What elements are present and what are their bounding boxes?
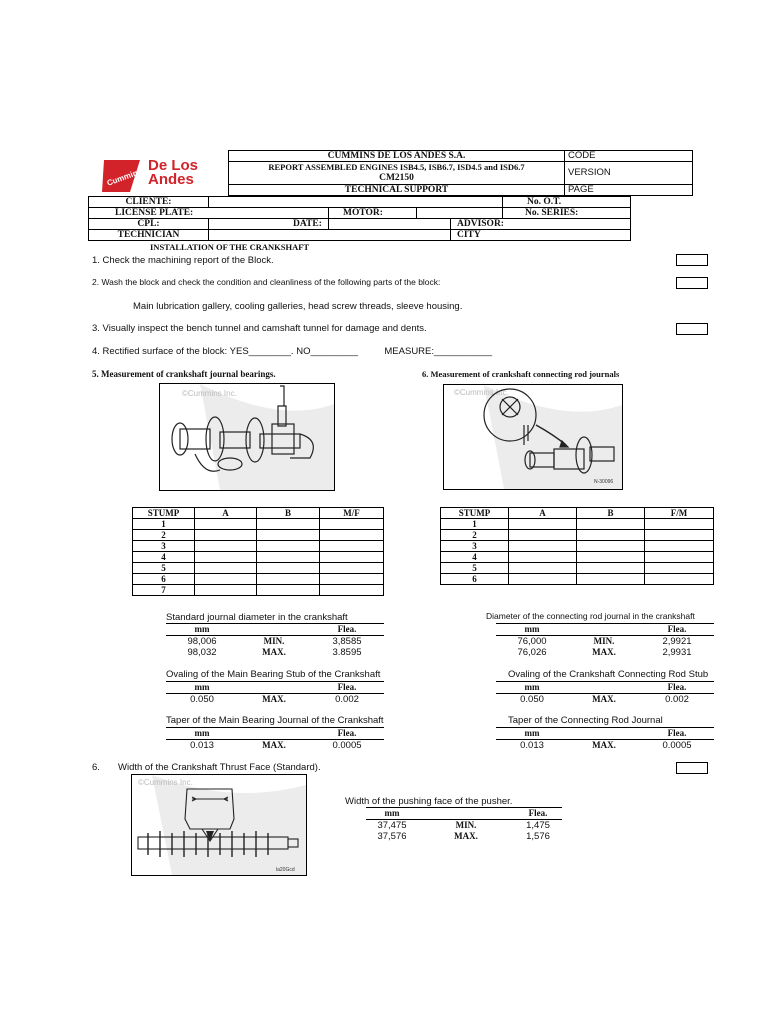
version-label: VERSION bbox=[565, 162, 693, 185]
cell-input[interactable] bbox=[320, 574, 384, 585]
spec-mm: 0.013 bbox=[520, 740, 544, 751]
spec-mm: 0.013 bbox=[190, 740, 214, 751]
cell-input[interactable] bbox=[320, 519, 384, 530]
table-row bbox=[496, 647, 714, 658]
spec-mm-header: mm bbox=[496, 624, 568, 636]
cliente-label: CLIENTE: bbox=[89, 197, 209, 208]
step-2-checkbox[interactable] bbox=[676, 277, 708, 289]
cell-input[interactable] bbox=[257, 519, 320, 530]
stump-number: 4 bbox=[133, 552, 195, 563]
spec-flea-header: Flea. bbox=[640, 682, 714, 694]
cell-input[interactable] bbox=[257, 530, 320, 541]
spec-mm: 37,576 bbox=[377, 831, 407, 842]
spec-mm-header: mm bbox=[166, 682, 238, 694]
fig3-watermark: ©Cummins Inc. bbox=[138, 778, 193, 787]
spec-mm: 76,000 bbox=[517, 636, 547, 647]
step-3: 3. Visually inspect the bench tunnel and camshaft tunnel for damage and dents. bbox=[92, 323, 427, 334]
spec-mm: 37,475 bbox=[377, 820, 407, 831]
company-logo bbox=[100, 156, 210, 196]
cell-input[interactable] bbox=[257, 585, 320, 596]
table-row bbox=[133, 530, 384, 541]
spec-rod-diam-table bbox=[496, 623, 714, 658]
report-line: REPORT ASSEMBLED ENGINES ISB4.5, ISB6.7, ISD4.5 and ISD6.7 bbox=[268, 162, 525, 172]
table-row bbox=[133, 519, 384, 530]
cell-input[interactable] bbox=[257, 574, 320, 585]
series-label: No. SERIES: bbox=[503, 208, 631, 219]
city-label: CITY bbox=[451, 230, 631, 241]
header-table bbox=[228, 150, 693, 196]
logo-icon-text: Cummins bbox=[105, 166, 144, 188]
cell-input[interactable] bbox=[195, 519, 257, 530]
spec-limit: MAX. bbox=[262, 694, 286, 704]
step-6b: Width of the Crankshaft Thrust Face (Standard). bbox=[118, 762, 321, 773]
figure-journal-bearing bbox=[159, 383, 335, 491]
fig2-code: N-30096 bbox=[594, 479, 614, 485]
spec-flea-header: Flea. bbox=[310, 624, 384, 636]
section-title: INSTALLATION OF THE CRANKSHAFT bbox=[150, 242, 310, 252]
stump-number: 2 bbox=[133, 530, 195, 541]
figure-rod-journal bbox=[443, 384, 623, 490]
rod-col-fm: F/M bbox=[645, 508, 714, 519]
table-row bbox=[496, 740, 714, 752]
spec-main-diam-table bbox=[166, 623, 384, 658]
stump-number: 3 bbox=[133, 541, 195, 552]
step-6a: 6. Measurement of crankshaft connecting rod journals bbox=[422, 369, 620, 379]
report-model: CM2150 bbox=[379, 173, 414, 183]
motor-label: MOTOR: bbox=[329, 208, 417, 219]
step-3-checkbox[interactable] bbox=[676, 323, 708, 335]
spec-mm-header: mm bbox=[166, 728, 238, 740]
spec-main-oval-table bbox=[166, 681, 384, 705]
spec-rod-diam-title: Diameter of the connecting rod journal in the crankshaft bbox=[486, 611, 695, 621]
table-row bbox=[133, 552, 384, 563]
cell-input[interactable] bbox=[195, 574, 257, 585]
cliente-field[interactable] bbox=[209, 197, 503, 208]
spec-mm-header: mm bbox=[166, 624, 238, 636]
figure-thrust-face bbox=[131, 774, 307, 876]
cell-input[interactable] bbox=[577, 530, 645, 541]
spec-mm-header: mm bbox=[496, 682, 568, 694]
table-row bbox=[133, 563, 384, 574]
spec-flea: 3.8595 bbox=[332, 647, 362, 658]
step-4: 4. Rectified surface of the block: YES________. NO_________ MEASURE:___________ bbox=[92, 346, 493, 357]
table-row bbox=[441, 574, 714, 585]
table-row bbox=[166, 647, 384, 658]
spec-main-taper-title: Taper of the Main Bearing Journal of the Crankshaft bbox=[166, 715, 384, 726]
spec-flea: 1,475 bbox=[526, 820, 550, 831]
cell-input[interactable] bbox=[195, 585, 257, 596]
cell-input[interactable] bbox=[195, 541, 257, 552]
cell-input[interactable] bbox=[509, 552, 577, 563]
rod-col-stump: STUMP bbox=[441, 508, 509, 519]
spec-flea-header: Flea. bbox=[514, 808, 562, 820]
stump-number: 2 bbox=[441, 530, 509, 541]
ot-label: No. O.T. bbox=[503, 197, 631, 208]
cell-input[interactable] bbox=[195, 530, 257, 541]
spec-flea-header: Flea. bbox=[640, 728, 714, 740]
spec-flea: 2,9921 bbox=[662, 636, 692, 647]
motor-field[interactable] bbox=[417, 208, 503, 219]
cell-input[interactable] bbox=[645, 574, 714, 585]
stump-number: 4 bbox=[441, 552, 509, 563]
spec-limit: MAX. bbox=[454, 831, 478, 841]
cell-input[interactable] bbox=[509, 563, 577, 574]
cell-input[interactable] bbox=[645, 530, 714, 541]
cell-input[interactable] bbox=[320, 541, 384, 552]
spec-mm: 0.050 bbox=[520, 694, 544, 705]
step-5: 5. Measurement of crankshaft journal bearings. bbox=[92, 369, 276, 379]
spec-flea: 3,8585 bbox=[332, 636, 362, 647]
table-row bbox=[166, 694, 384, 706]
cell-input[interactable] bbox=[645, 552, 714, 563]
stump-number: 5 bbox=[133, 563, 195, 574]
table-row bbox=[441, 563, 714, 574]
cell-input[interactable] bbox=[509, 519, 577, 530]
table-row bbox=[441, 541, 714, 552]
step-2-detail: Main lubrication gallery, cooling galleries, head screw threads, sleeve housing. bbox=[133, 301, 463, 312]
spec-rod-taper-table bbox=[496, 727, 714, 751]
department: TECHNICAL SUPPORT bbox=[229, 185, 565, 196]
spec-limit: MIN. bbox=[263, 636, 285, 646]
step-6b-checkbox[interactable] bbox=[676, 762, 708, 774]
cell-input[interactable] bbox=[577, 563, 645, 574]
table-row bbox=[441, 552, 714, 563]
cell-input[interactable] bbox=[320, 563, 384, 574]
rod-col-b: B bbox=[577, 508, 645, 519]
main-bearing-table bbox=[132, 507, 384, 596]
spec-pusher-table bbox=[366, 807, 562, 842]
stump-number: 7 bbox=[133, 585, 195, 596]
logo-text-line2: Andes bbox=[148, 171, 194, 188]
step-1: 1. Check the machining report of the Block. bbox=[92, 255, 274, 266]
spec-limit: MAX. bbox=[592, 694, 616, 704]
code-label: CODE bbox=[565, 151, 693, 162]
spec-rod-taper-title: Taper of the Connecting Rod Journal bbox=[508, 715, 663, 726]
fig3-code: la20Gcd bbox=[276, 867, 295, 873]
company-name: CUMMINS DE LOS ANDES S.A. bbox=[229, 151, 565, 162]
spec-main-diam-title: Standard journal diameter in the crankshaft bbox=[166, 612, 348, 623]
step-1-checkbox[interactable] bbox=[676, 254, 708, 266]
spec-rod-oval-table bbox=[496, 681, 714, 705]
cell-input[interactable] bbox=[320, 530, 384, 541]
cell-input[interactable] bbox=[577, 552, 645, 563]
spec-flea: 2,9931 bbox=[662, 647, 692, 658]
step-2: 2. Wash the block and check the condition and cleanliness of the following parts of the block: bbox=[92, 277, 441, 287]
cell-input[interactable] bbox=[577, 541, 645, 552]
table-row bbox=[133, 585, 384, 596]
spec-limit: MIN. bbox=[455, 820, 477, 830]
spec-limit: MAX. bbox=[592, 740, 616, 750]
report-title bbox=[229, 162, 565, 185]
date-label: DATE: bbox=[209, 219, 329, 230]
fig2-watermark: ©Cummins Inc. bbox=[454, 388, 509, 397]
spec-mm-header: mm bbox=[496, 728, 568, 740]
spec-flea: 0.002 bbox=[335, 694, 359, 705]
technician-field[interactable] bbox=[209, 230, 451, 241]
rod-journal-table bbox=[440, 507, 714, 585]
cell-input[interactable] bbox=[195, 552, 257, 563]
cell-input[interactable] bbox=[645, 519, 714, 530]
table-row bbox=[441, 530, 714, 541]
spec-main-taper-table bbox=[166, 727, 384, 751]
spec-limit: MAX. bbox=[262, 647, 286, 657]
spec-rod-oval-title: Ovaling of the Crankshaft Connecting Rod Stub bbox=[508, 669, 709, 680]
table-row bbox=[441, 519, 714, 530]
cell-input[interactable] bbox=[257, 552, 320, 563]
cell-input[interactable] bbox=[320, 552, 384, 563]
advisor-label: ADVISOR: bbox=[451, 219, 631, 230]
step-6b-number: 6. bbox=[92, 762, 100, 773]
spec-limit: MAX. bbox=[592, 647, 616, 657]
spec-flea: 0.0005 bbox=[662, 740, 692, 751]
license-label: LICENSE PLATE: bbox=[89, 208, 329, 219]
rod-col-a: A bbox=[509, 508, 577, 519]
table-row bbox=[496, 694, 714, 706]
spec-mm-header: mm bbox=[366, 808, 418, 820]
spec-mm: 0.050 bbox=[190, 694, 214, 705]
stump-number: 3 bbox=[441, 541, 509, 552]
technician-label: TECHNICIAN bbox=[89, 230, 209, 241]
cell-input[interactable] bbox=[509, 530, 577, 541]
cell-input[interactable] bbox=[257, 563, 320, 574]
cell-input[interactable] bbox=[645, 563, 714, 574]
cell-input[interactable] bbox=[577, 574, 645, 585]
main-col-a: A bbox=[195, 508, 257, 519]
spec-flea-header: Flea. bbox=[310, 682, 384, 694]
spec-flea: 0.002 bbox=[665, 694, 689, 705]
info-table bbox=[88, 196, 631, 241]
cell-input[interactable] bbox=[509, 574, 577, 585]
table-row bbox=[366, 820, 562, 832]
stump-number: 6 bbox=[441, 574, 509, 585]
table-row bbox=[166, 636, 384, 648]
spec-mm: 98,032 bbox=[187, 647, 217, 658]
spec-limit: MIN. bbox=[593, 636, 615, 646]
table-row bbox=[133, 541, 384, 552]
main-col-mf: M/F bbox=[320, 508, 384, 519]
cell-input[interactable] bbox=[577, 519, 645, 530]
table-row bbox=[166, 740, 384, 752]
spec-mm: 98,006 bbox=[187, 636, 217, 647]
page-label: PAGE bbox=[565, 185, 693, 196]
logo-text-line1: De Los bbox=[148, 157, 199, 174]
date-field[interactable] bbox=[329, 219, 451, 230]
spec-flea: 1,576 bbox=[526, 831, 550, 842]
spec-flea-header: Flea. bbox=[640, 624, 714, 636]
stump-number: 1 bbox=[441, 519, 509, 530]
spec-pusher-title: Width of the pushing face of the pusher. bbox=[345, 796, 513, 807]
cell-input[interactable] bbox=[509, 541, 577, 552]
fig1-watermark: ©Cummins Inc. bbox=[182, 389, 237, 398]
stump-number: 1 bbox=[133, 519, 195, 530]
cell-input[interactable] bbox=[320, 585, 384, 596]
stump-number: 5 bbox=[441, 563, 509, 574]
cpl-label: CPL: bbox=[89, 219, 209, 230]
main-col-b: B bbox=[257, 508, 320, 519]
cell-input[interactable] bbox=[195, 563, 257, 574]
table-row bbox=[133, 574, 384, 585]
spec-flea-header: Flea. bbox=[310, 728, 384, 740]
cell-input[interactable] bbox=[645, 541, 714, 552]
spec-flea: 0.0005 bbox=[332, 740, 362, 751]
stump-number: 6 bbox=[133, 574, 195, 585]
main-col-stump: STUMP bbox=[133, 508, 195, 519]
spec-mm: 76,026 bbox=[517, 647, 547, 658]
cell-input[interactable] bbox=[257, 541, 320, 552]
spec-main-oval-title: Ovaling of the Main Bearing Stub of the Crankshaft bbox=[166, 669, 381, 680]
table-row bbox=[496, 636, 714, 648]
spec-limit: MAX. bbox=[262, 740, 286, 750]
table-row bbox=[366, 831, 562, 842]
